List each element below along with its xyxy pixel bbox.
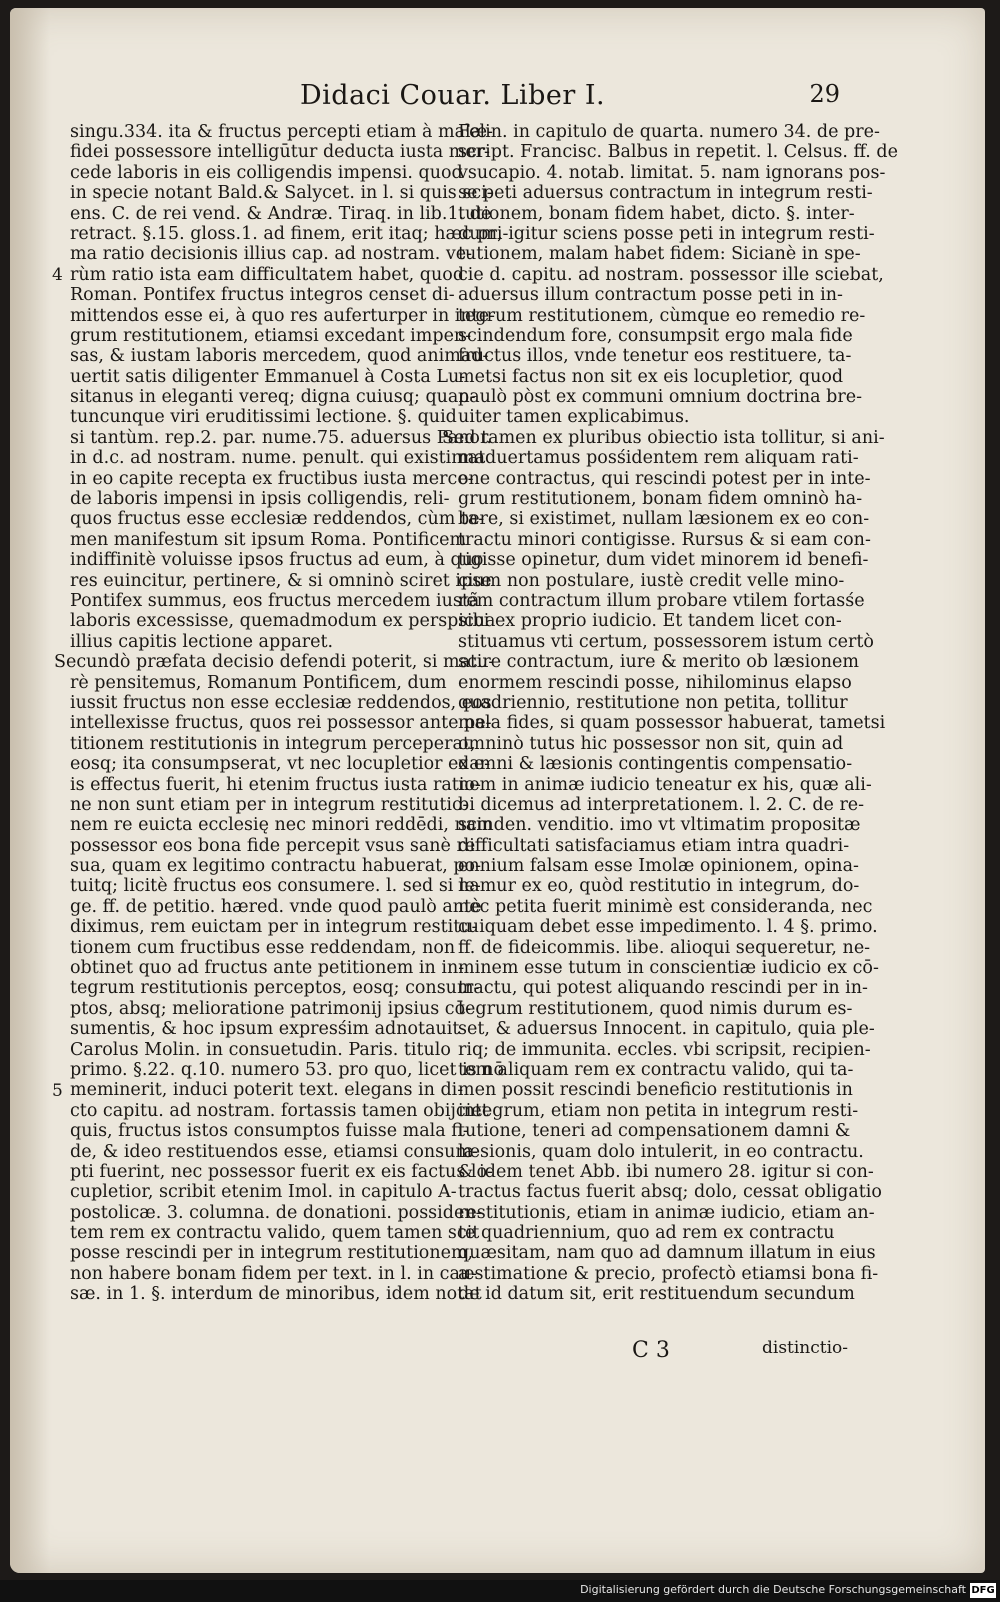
running-header xyxy=(300,80,840,116)
text-line: riq; de immunita. eccles. vbi scripsit, recipien- xyxy=(458,1039,871,1060)
text-line: singu.334. ita & fructus percepti etiam à malæ- xyxy=(70,122,493,142)
text-line: sas, & iustam laboris mercedem, quod animad- xyxy=(70,346,489,367)
text-line: cupletior, scribit etenim Imol. in capitulo A- xyxy=(70,1182,457,1203)
text-line: scire contractum, iure & merito ob læsionem xyxy=(458,652,859,673)
text-line: retract. §.15. gloss.1. ad finem, erit itaq; hæc pri- xyxy=(70,223,509,244)
text-line: obtinet quo ad fructus ante petitionem in in- xyxy=(70,958,465,979)
text-line: bere, si existimet, nullam læsionem ex eo con- xyxy=(458,509,870,530)
text-line: omninò tutus hic possessor non sit, quin ad xyxy=(458,733,844,754)
text-line: paulò pòst ex communi omnium doctrina bre- xyxy=(458,387,862,408)
text-line: laboris excessisse, quemadmodum ex perspicua xyxy=(70,611,496,632)
text-line: sitanus in eleganti vereq; digna cuiusq; quan- xyxy=(70,387,476,408)
text-line: non habere bonam fidem per text. in l. in cau- xyxy=(70,1263,478,1284)
marginal-number: 5 xyxy=(52,1080,63,1101)
text-line: nec petita fuerit minimè est consideranda, nec xyxy=(458,896,873,917)
text-line: men manifestum sit ipsum Roma. Pontificem xyxy=(70,529,467,550)
text-line: tutionem, bonam fidem habet, dicto. §. inter- xyxy=(458,203,855,224)
text-line: cium non postulare, iustè credit velle mino- xyxy=(458,570,845,591)
text-line: quos fructus esse ecclesiæ reddendos, cùm ta- xyxy=(70,509,485,530)
text-line: meminerit, induci poterit text. elegans in di- xyxy=(70,1080,464,1101)
text-line: in eo capite recepta ex fructibus iusta merce- xyxy=(70,468,474,489)
text-line: cto capitu. ad nostram. fortassis tamen obijciet xyxy=(70,1100,489,1121)
text-line: ma ratio decisionis illius cap. ad nostram. ve- xyxy=(70,244,473,265)
text-line: minem esse tutum in conscientiæ iudicio ex cō- xyxy=(458,958,879,979)
text-line: enormem rescindi posse, nihilominus elapso xyxy=(458,672,852,693)
text-line: te quadriennium, quo ad rem ex contractu xyxy=(458,1223,835,1244)
text-line: titionem restitutionis in integrum perceperat, xyxy=(70,733,476,754)
text-line: script. Francisc. Balbus in repetit. l. Celsus. ff. de xyxy=(458,142,898,163)
text-line: quadriennio, restitutione non petita, tollitur xyxy=(458,692,848,713)
text-line: dum, igitur sciens posse peti in integrum resti- xyxy=(458,223,875,244)
text-line: si tantùm. rep.2. par. nume.75. aduersus Panor. xyxy=(70,427,492,448)
text-line: maduertamus posśidentem rem aliquam rati- xyxy=(458,448,859,469)
text-line: nem in animæ iudicio teneatur ex his, quæ ali- xyxy=(458,774,872,795)
right-text-column xyxy=(442,122,898,1305)
text-line: eosq; ita consumpserat, vt nec locupletior ex e- xyxy=(70,754,491,775)
text-line: tionem cum fructibus esse reddendam, non xyxy=(70,937,456,958)
footer-credit: Digitalisierung gefördert durch die Deutsche Forschungsgemeinschaft xyxy=(580,1583,966,1596)
text-line: tem rem ex contractu valido, quem tamen scit xyxy=(70,1223,480,1244)
digitization-footer xyxy=(0,1580,1000,1602)
text-line: metsi factus non sit ex eis locupletior, quod xyxy=(458,366,844,387)
text-line: posse rescindi per in integrum restitutionem, xyxy=(70,1243,474,1264)
text-line: & idem tenet Abb. ibi numero 28. igitur si con- xyxy=(458,1161,874,1182)
text-line: tegrum restitutionis perceptos, eosq; consum- xyxy=(70,978,480,999)
text-line: Pontifex summus, eos fructus mercedem iustã xyxy=(70,590,480,611)
text-line: pti fuerint, nec possessor fuerit ex eis factus lo- xyxy=(70,1161,493,1182)
text-line: tractu, qui potest aliquando rescindi per in in- xyxy=(458,978,868,999)
signature-mark: C 3 xyxy=(632,1338,670,1363)
text-line: diximus, rem euictam per in integrum restitu- xyxy=(70,917,478,938)
text-line: scinden. venditio. imo vt vltimatim propositæ xyxy=(458,815,861,836)
text-line: in specie notant Bald.& Salycet. in l. si quis sci- xyxy=(70,183,493,204)
text-line: tractus factus fuerit absq; dolo, cessat obligatio xyxy=(458,1182,882,1203)
text-line: tem aliquam rem ex contractu valido, qui ta- xyxy=(458,1059,854,1080)
text-line: æstimatione & precio, profectò etiamsi bona fi- xyxy=(458,1263,879,1284)
text-line: restitutionis, etiam in animæ iudicio, etiam an- xyxy=(458,1202,875,1223)
text-line: rùm ratio ista eam difficultatem habet, quod xyxy=(70,264,465,285)
text-line: men possit rescindi beneficio restitutionis in xyxy=(458,1080,853,1101)
text-line: indiffinitè voluisse ipsos fructus ad eum, à quo xyxy=(70,550,484,571)
text-line: tegrum restitutionem, cùmque eo remedio re- xyxy=(458,305,866,326)
text-line: Roman. Pontifex fructus integros censet di- xyxy=(70,285,455,306)
text-line: sumentis, & hoc ipsum expresśim adnotauit xyxy=(70,1019,460,1040)
text-line: sæ. in 1. §. interdum de minoribus, idem notat xyxy=(70,1284,482,1305)
text-line: Felin. in capitulo de quarta. numero 34. de pre- xyxy=(458,122,880,142)
text-line: primo. §.22. q.10. numero 53. pro quo, licet is nō xyxy=(70,1059,505,1080)
catchword: distinctio- xyxy=(762,1338,849,1358)
text-line: stituamus vti certum, possessorem istum certò xyxy=(458,631,874,652)
text-line: difficultati satisfaciamus etiam intra quadri- xyxy=(458,835,850,856)
text-line: quæsitam, nam quo ad damnum illatum in eius xyxy=(458,1243,876,1264)
text-line: in d.c. ad nostram. nume. penult. qui existimat xyxy=(70,448,486,469)
text-line: nem re euicta ecclesię nec minori reddēdi, nam xyxy=(70,815,493,836)
text-line: mittendos esse ei, à quo res auferturper in inte- xyxy=(70,305,495,326)
text-line: sua, quam ex legitimo contractu habuerat, po- xyxy=(70,856,481,877)
text-line: Sed tamen ex pluribus obiectio ista tollitur, si ani- xyxy=(442,427,885,448)
text-line: Secundò præfata decisio defendi poterit, si matu- xyxy=(54,652,495,673)
text-line: de, & ideo restituendos esse, etiamsi consum- xyxy=(70,1141,478,1162)
text-line: damni & læsionis contingentis compensatio- xyxy=(458,754,853,775)
text-line: cuiquam debet esse impedimento. l. 4 §. primo. xyxy=(458,917,878,938)
text-line: bi dicemus ad interpretationem. l. 2. C. de re- xyxy=(458,794,865,815)
text-line: scindendum fore, consumpsit ergo mala fide xyxy=(458,325,853,346)
text-line: de laboris impensi in ipsis colligendis, reli- xyxy=(70,489,450,510)
text-line: fructus illos, vnde tenetur eos restituere, ta- xyxy=(458,346,852,367)
text-line: se peti aduersus contractum in integrum resti- xyxy=(458,183,873,204)
text-line: one contractus, qui rescindi potest per in inte- xyxy=(458,468,871,489)
text-line: ne non sunt etiam per in integrum restitutio- xyxy=(70,794,469,815)
text-line: quis, fructus istos consumptos fuisse mala fi- xyxy=(70,1121,469,1142)
text-line: tractu minori contigisse. Rursus & si eam con- xyxy=(458,529,871,550)
text-line: Carolus Molin. in consuetudin. Paris. titulo xyxy=(70,1039,451,1060)
text-line: intellexisse fructus, quos rei possessor ante pe- xyxy=(70,713,492,734)
text-line: integrum, etiam non petita in integrum resti- xyxy=(458,1100,859,1121)
text-line: possessor eos bona fide percepit vsus sanè re xyxy=(70,835,476,856)
text-line: uiter tamen explicabimus. xyxy=(458,407,690,428)
text-line: fidei possessore intelligūtur deducta iusta mer- xyxy=(70,142,490,163)
text-line: ff. de fideicommis. libe. alioqui sequeretur, ne- xyxy=(458,937,871,958)
text-line: sibi ex proprio iudicio. Et tandem licet con- xyxy=(458,611,842,632)
text-line: postolicæ. 3. columna. de donationi. possiden- xyxy=(70,1202,482,1223)
text-line: læsionis, quam dolo intulerit, in eo contractu. xyxy=(458,1141,864,1162)
text-line: vsucapio. 4. notab. limitat. 5. nam ignorans pos- xyxy=(458,162,886,183)
text-line: de id datum sit, erit restituendum secundum xyxy=(458,1284,855,1305)
page-gutter-shadow xyxy=(10,8,50,1573)
text-line: ge. ff. de petitio. hæred. vnde quod paulò antè xyxy=(70,896,482,917)
text-line: rè pensitemus, Romanum Pontificem, dum xyxy=(70,672,447,693)
text-line: aduersus illum contractum posse peti in in- xyxy=(458,285,843,306)
text-line: ens. C. de rei vend. & Andræ. Tiraq. in lib.1. de xyxy=(70,203,492,224)
text-line: mala fides, si quam possessor habuerat, tametsi xyxy=(458,713,886,734)
text-line: grum restitutionem, bonam fidem omninò ha- xyxy=(458,489,863,510)
text-line: grum restitutionem, etiamsi excedant impen- xyxy=(70,325,472,346)
dfg-logo: DFG xyxy=(971,1585,995,1596)
running-title: Didaci Couar. Liber I. xyxy=(300,80,606,111)
text-line: rem contractum illum probare vtilem fortasśe xyxy=(458,590,865,611)
text-line: cie d. capitu. ad nostram. possessor ille sciebat, xyxy=(458,264,884,285)
text-line: tigisse opinetur, dum videt minorem id benefi- xyxy=(458,550,869,571)
text-line: ennium falsam esse Imolæ opinionem, opina- xyxy=(458,856,859,877)
text-line: namur ex eo, quòd restitutio in integrum, do- xyxy=(458,876,860,897)
text-line: iussit fructus non esse ecclesiæ reddendos, eos xyxy=(70,692,492,713)
text-line: cede laboris in eis colligendis impensi. quod xyxy=(70,162,463,183)
text-line: tuncunque viri eruditissimi lectione. §. quid xyxy=(70,407,457,428)
text-line: illius capitis lectione apparet. xyxy=(70,631,334,652)
folio-number: 29 xyxy=(809,80,840,108)
text-line: uertit satis diligenter Emmanuel à Costa Lu- xyxy=(70,366,466,387)
text-line: tutionem, malam habet fidem: Sicianè in spe- xyxy=(458,244,861,265)
text-line: res euincitur, pertinere, & si omninò sciret ipse xyxy=(70,570,492,591)
marginal-number: 4 xyxy=(52,264,63,285)
text-line: tuitq; licitè fructus eos consumere. l. sed si le- xyxy=(70,876,481,897)
text-line: is effectus fuerit, hi etenim fructus iusta ratio- xyxy=(70,774,481,795)
text-line: set, & aduersus Innocent. in capitulo, quia ple- xyxy=(458,1019,875,1040)
text-line: tegrum restitutionem, quod nimis durum es- xyxy=(458,998,853,1019)
left-text-column xyxy=(52,122,509,1305)
text-line: ptos, absq; melioratione patrimonij ipsius cō- xyxy=(70,998,472,1019)
text-line: tutione, teneri ad compensationem damni & xyxy=(458,1121,851,1142)
